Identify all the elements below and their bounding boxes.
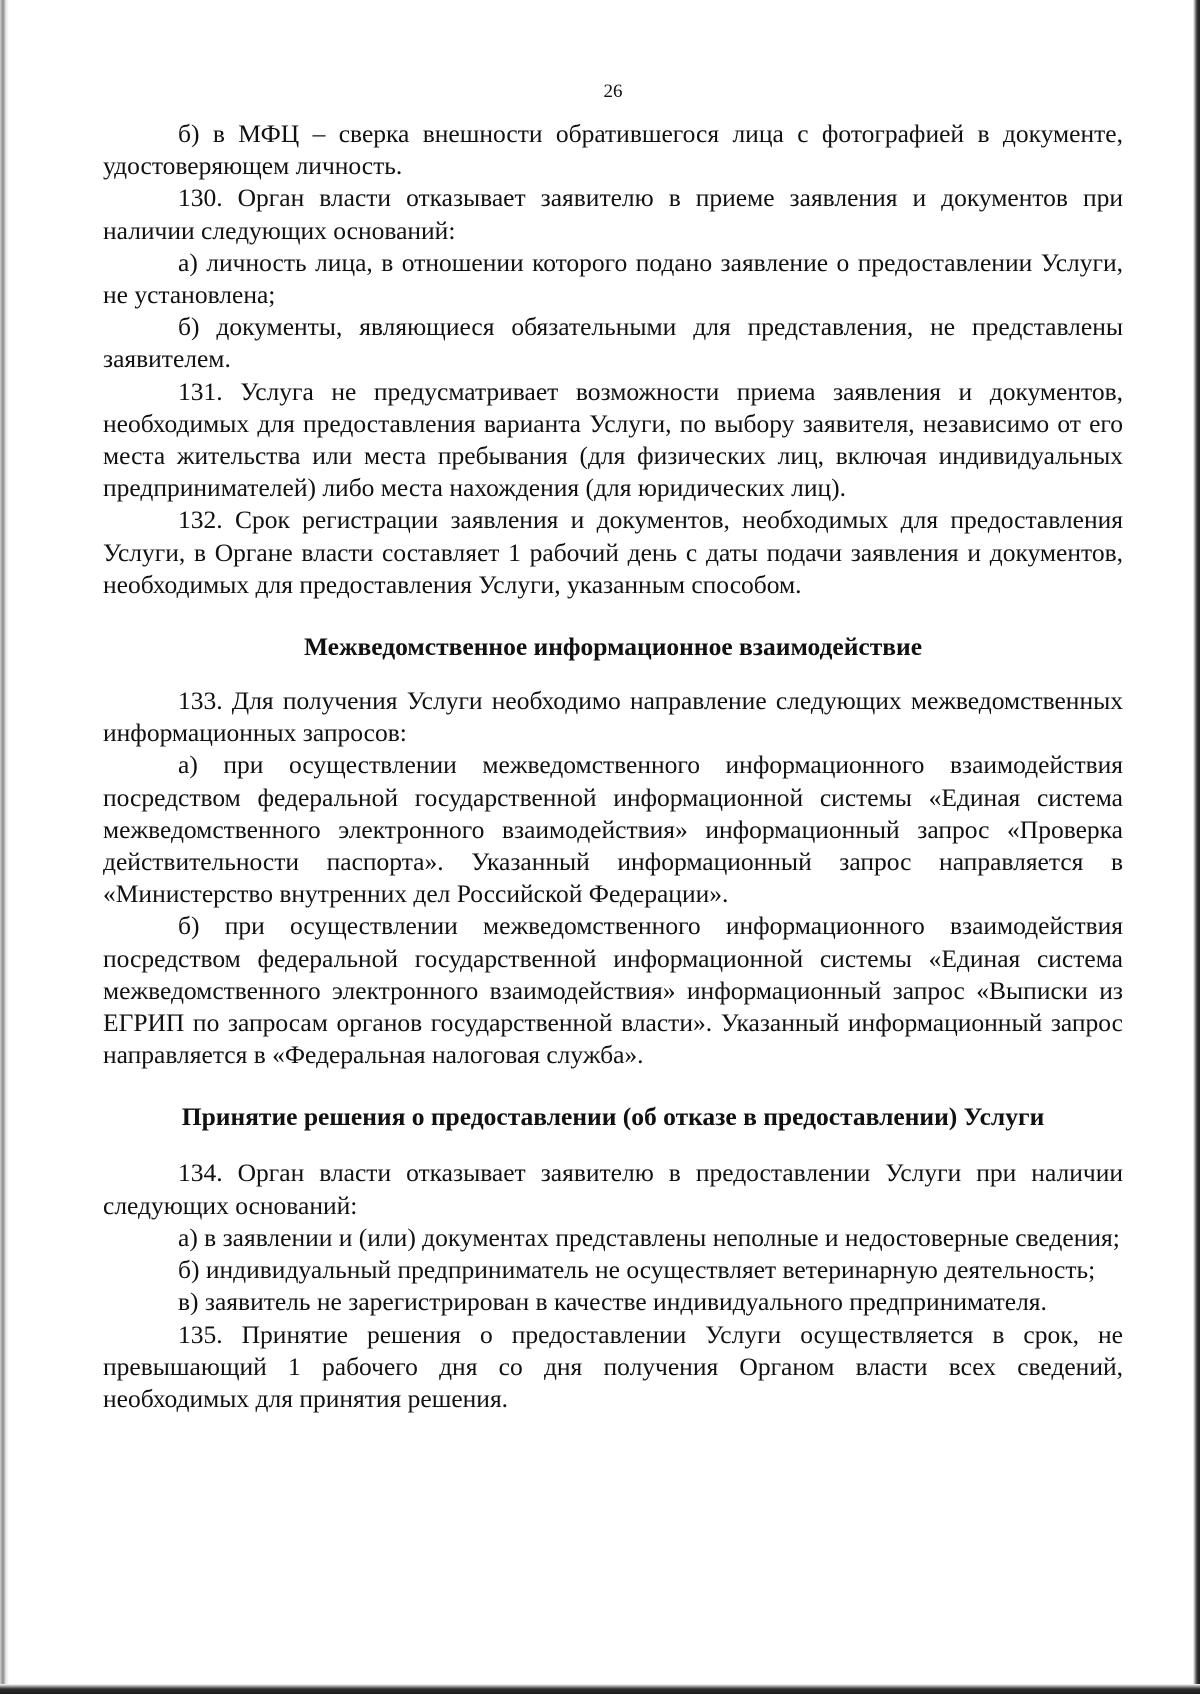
- section-interagency: [103, 685, 1123, 1071]
- paragraph-133-b: б) при осуществлении межведомственного информационного взаимодействия посредством федеральной государственной информационной системы «Единая система межведомственного электронного взаимодействия» информационный запрос «Выписки из ЕГРИП по запросам органов государственной власти». Указанный информационный запрос направляется в «Федеральная налоговая служба».: [103, 911, 1123, 1070]
- paragraph-132: 132. Срок регистрации заявления и документов, необходимых для предоставления Услуги, в Органе власти составляет 1 рабочий день с даты подачи заявления и документов, необходимых для предоставления Услуги, указанным способом.: [103, 505, 1123, 599]
- paragraph-133: 133. Для получения Услуги необходимо направление следующих межведомственных информационных запросов:: [103, 686, 1123, 748]
- paragraph-134-a: а) в заявлении и (или) документах представлены неполные и недостоверные сведения;: [178, 1222, 1120, 1252]
- section-heading-interagency: Межведомственное информационное взаимодействие: [303, 632, 923, 662]
- paragraph-130-a: а) личность лица, в отношении которого подано заявление о предоставлении Услуги, не установлена;: [103, 247, 1123, 310]
- page-number: 26: [603, 81, 623, 102]
- paragraph-134-b: б) индивидуальный предприниматель не осуществляет ветеринарную деятельность;: [178, 1255, 1096, 1285]
- paragraph-131: 131. Услуга не предусматривает возможности приема заявления и документов, необходимых для предоставления варианта Услуги, по выбору заявителя, независимо от его места жительства или места пребывания (для физических лиц, включая индивидуальных предпринимателей) либо места нахождения (для юридических лиц).: [103, 376, 1123, 503]
- scan-edge-bottom: [0, 1684, 1200, 1694]
- paragraph-134-c: в) заявитель не зарегистрирован в качестве индивидуального предпринимателя.: [178, 1287, 1047, 1317]
- paragraph-135: 135. Принятие решения о предоставлении Услуги осуществляется в срок, не превышающий 1 рабочего дня со дня получения Органом власти всех сведений, необходимых для принятия решения.: [103, 1319, 1123, 1413]
- section-reception: [103, 118, 1123, 601]
- section-decision: [103, 1157, 1123, 1415]
- paragraph-134: 134. Орган власти отказывает заявителю в предоставлении Услуги при наличии следующих оснований:: [103, 1158, 1123, 1220]
- paragraph-130: 130. Орган власти отказывает заявителю в приеме заявления и документов при наличии следующих оснований:: [103, 183, 1123, 245]
- paragraph-130-b: б) документы, являющиеся обязательными для представления, не представлены заявителем.: [103, 312, 1123, 374]
- document-page: [103, 80, 1123, 1415]
- section-heading-decision: Принятие решения о предоставлении (об отказе в предоставлении) Услуги: [181, 1102, 1045, 1132]
- paragraph-133-a: а) при осуществлении межведомственного информационного взаимодействия посредством федеральной государственной информационной системы «Единая система межведомственного электронного взаимодействия» информационный запрос «Проверка действительности паспорта». Указанный информационный запрос направляется в «Министерство внутренних дел Российской Федерации».: [103, 750, 1123, 909]
- scan-edge-left: [0, 0, 9, 1694]
- paragraph-mfc-photo-check: б) в МФЦ – сверка внешности обратившегося лица с фотографией в документе, удостоверяющем личность.: [103, 119, 1123, 181]
- scan-edge-right: [1193, 0, 1200, 1694]
